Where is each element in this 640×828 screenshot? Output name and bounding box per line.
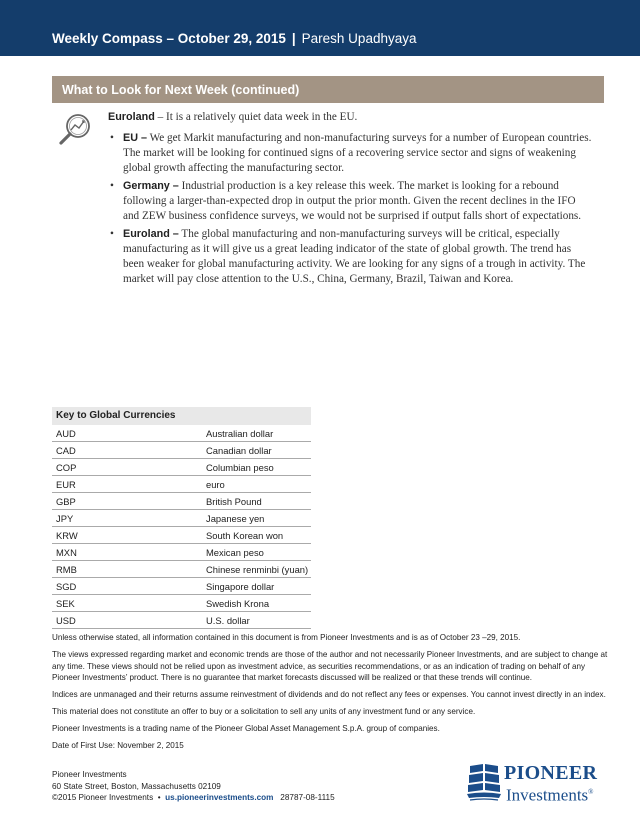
logo-word-investments [506,783,593,805]
footer-company: Pioneer Investments [52,770,127,779]
footer-website-link[interactable]: us.pioneerinvestments.com [165,793,274,802]
currency-table-title: Key to Global Currencies [52,407,311,425]
currency-name: Columbian peso [206,462,274,473]
bullet-text: We get Markit manufacturing and non-manufacturing surveys for a number of European countries. The market will be looking for continued signs of a recovering service sector and signs of weakening global growth affecting the manufacturing sector. [123,132,592,174]
table-row [52,527,311,544]
page-header [0,0,640,56]
section-title: What to Look for Next Week (continued) [62,83,300,97]
table-row [52,425,311,442]
table-row [52,578,311,595]
list-item [108,131,592,176]
header-author: Paresh Upadhyaya [301,31,417,46]
currency-code: MXN [56,547,77,558]
currency-name: Swedish Krona [206,598,270,609]
currency-code: RMB [56,564,77,575]
currency-name: euro [206,479,225,490]
currency-name: South Korean won [206,530,284,541]
currency-code: COP [56,462,77,473]
disclaimer-paragraph: Unless otherwise stated, all information contained in this document is from Pioneer Investments and is as of October 23 –29, 2015. [52,633,521,642]
bullet-dot: • [110,180,114,192]
currency-name: British Pound [206,496,262,507]
currency-name: Chinese renminbi (yuan) [206,564,309,575]
footer-copyright: ©2015 Pioneer Investments [52,793,154,802]
currency-code: AUD [56,428,76,439]
disclaimer-paragraph: The views expressed regarding market and economic trends are those of the author and not necessarily Pioneer Investments, and are subject to change at any time. These views should not be relied upon as investment advice, as securities recommendations, or as an indication of trading on behalf of any Pioneer Investments’ product. There is no guarantee that market forecasts discussed will be realized or that these trends will continue. [52,650,608,683]
table-row [52,493,311,510]
pioneer-logo [466,762,606,804]
bullet-keyword: Euroland – [123,228,179,240]
table-row [52,459,311,476]
currency-code: KRW [56,530,78,541]
footer-copyright-line [52,792,335,804]
table-row [52,612,311,629]
table-row [52,595,311,612]
currency-name: Australian dollar [206,428,274,439]
currency-name: Japanese yen [206,513,265,524]
bullet-text: Industrial production is a key release this week. The market is looking for a rebound following a larger-than-expected drop in output the prior month. Given the recent declines in the IFO and ZEW business confidence surveys, we would not be surprised if output falls short of expectations. [123,180,582,222]
sailing-ship-icon [466,762,502,802]
disclaimer-paragraph: Pioneer Investments is a trading name of the Pioneer Global Asset Management S.p.A. group of companies. [52,724,440,734]
intro-keyword: Euroland [108,111,155,123]
header-separator: | [291,31,296,46]
footer-code: 28787-08-1115 [280,793,335,802]
footer-address [52,769,335,804]
footer-dot: • [157,793,161,802]
disclaimer-paragraph: Indices are unmanaged and their returns assume reinvestment of dividends and do not reflect any fees or expenses. You cannot invest directly in an index. [52,690,606,700]
body-text [108,110,592,290]
logo-word-investments-text: Investments [506,785,589,805]
bullet-text: The global manufacturing and non-manufacturing surveys will be critical, especially manufacturing as it will give us a great leading indicator of the state of global growth. The trend has been weaker for global manufacturing activity. We are looking for any signs of a trough in activity. The market will pay close attention to the U.S., China, Germany, Brazil, Taiwan and Korea. [123,228,586,285]
header-text [52,31,416,47]
bullet-keyword: EU – [123,132,148,144]
currency-code: CAD [56,445,76,456]
table-row [52,476,311,493]
header-title: Weekly Compass – October 29, 2015 [52,31,286,46]
list-item [108,179,592,224]
table-row [52,510,311,527]
currency-code: EUR [56,479,76,490]
currency-table [52,407,311,629]
currency-code: GBP [56,496,76,507]
currency-code: USD [56,615,76,626]
table-row [52,561,311,578]
disclaimer-paragraph: This material does not constitute an offer to buy or a solicitation to sell any units of any investment fund or any service. [52,707,476,717]
table-row [52,544,311,561]
logo-word-pioneer: PIONEER [504,762,598,784]
intro-paragraph [108,110,592,125]
bullet-keyword: Germany – [123,180,179,192]
list-item [108,227,592,287]
currency-name: Mexican peso [206,547,264,558]
table-row [52,442,311,459]
section-bar [52,76,604,103]
logo-registered-mark: ® [588,788,594,796]
currency-code: SEK [56,598,75,609]
currency-name: Canadian dollar [206,445,272,456]
bullet-list [108,131,592,287]
disclaimers [52,632,612,758]
currency-code: SGD [56,581,77,592]
currency-name: Singapore dollar [206,581,275,592]
disclaimer-paragraph: Date of First Use: November 2, 2015 [52,741,184,751]
bullet-dot: • [110,228,114,240]
bullet-dot: • [110,132,114,144]
footer-street: 60 State Street, Boston, Massachusetts 02109 [52,781,221,791]
intro-text: – It is a relatively quiet data week in the EU. [154,111,358,123]
currency-code: JPY [56,513,74,524]
currency-name: U.S. dollar [206,615,250,626]
magnifying-glass-chart-icon [56,110,94,148]
